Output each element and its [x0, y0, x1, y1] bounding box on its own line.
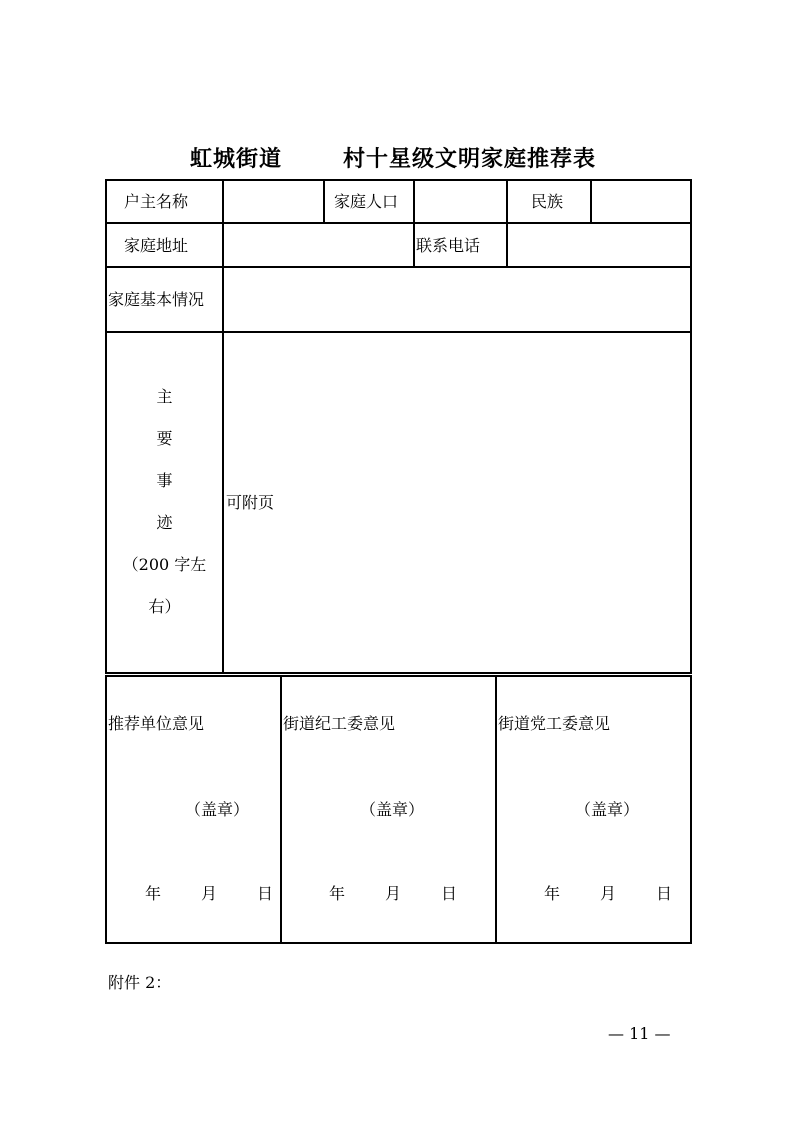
deeds-label-char: 迹 — [156, 513, 173, 532]
row-divider-4 — [105, 672, 692, 674]
householder-label: 户主名称 — [124, 192, 189, 211]
ethnicity-label: 民族 — [531, 192, 564, 211]
col-line-b — [323, 179, 325, 224]
title-rest: 村十星级文明家庭推荐表 — [343, 147, 597, 172]
date-year: 年 — [544, 884, 561, 903]
col-line-a — [222, 179, 224, 268]
date-year: 年 — [145, 884, 162, 903]
opinion-label-discipline: 街道纪工委意见 — [283, 714, 396, 733]
attachment-label: 附件 2： — [108, 973, 172, 992]
row-divider-1 — [105, 222, 692, 224]
opinion-border-top — [105, 675, 692, 677]
opinion-border-bottom — [105, 942, 692, 944]
seal-text: （盖章） — [575, 800, 640, 819]
opinion-label-party: 街道党工委意见 — [498, 714, 611, 733]
table-border-right — [690, 179, 692, 674]
deeds-label-char: 右） — [148, 597, 181, 616]
form-title — [0, 142, 793, 176]
population-label: 家庭人口 — [334, 192, 399, 211]
col-line-e — [590, 179, 592, 224]
date-day: 日 — [656, 884, 673, 903]
deeds-label-char: 要 — [156, 429, 173, 448]
title-street: 虹城街道 — [190, 147, 283, 172]
date-month: 月 — [600, 884, 617, 903]
seal-text: （盖章） — [360, 800, 425, 819]
row-divider-3 — [105, 331, 692, 333]
opinion-border-left — [105, 675, 107, 944]
col-line-g — [506, 222, 508, 268]
page-number: — 11 — — [608, 1024, 671, 1043]
deeds-label — [106, 376, 223, 628]
opinion-label-recommender: 推荐单位意见 — [108, 714, 205, 733]
basic-info-label: 家庭基本情况 — [108, 290, 205, 309]
col-line-c — [413, 179, 415, 224]
opinion-divider-1 — [280, 675, 282, 944]
date-day: 日 — [441, 884, 458, 903]
seal-text: （盖章） — [185, 800, 250, 819]
deeds-label-char: 主 — [156, 387, 173, 406]
deeds-label-char: 事 — [156, 471, 173, 490]
date-day: 日 — [257, 884, 274, 903]
table-border-top — [105, 179, 692, 181]
date-month: 月 — [201, 884, 218, 903]
date-month: 月 — [385, 884, 402, 903]
phone-label: 联系电话 — [416, 236, 481, 255]
opinion-divider-2 — [495, 675, 497, 944]
row-divider-2 — [105, 266, 692, 268]
col-line-d — [506, 179, 508, 224]
col-line-f — [413, 222, 415, 268]
deeds-note: 可附页 — [226, 493, 275, 512]
address-label: 家庭地址 — [124, 236, 189, 255]
opinion-border-right — [690, 675, 692, 944]
deeds-label-char: （200 字左 — [122, 555, 207, 574]
date-year: 年 — [329, 884, 346, 903]
